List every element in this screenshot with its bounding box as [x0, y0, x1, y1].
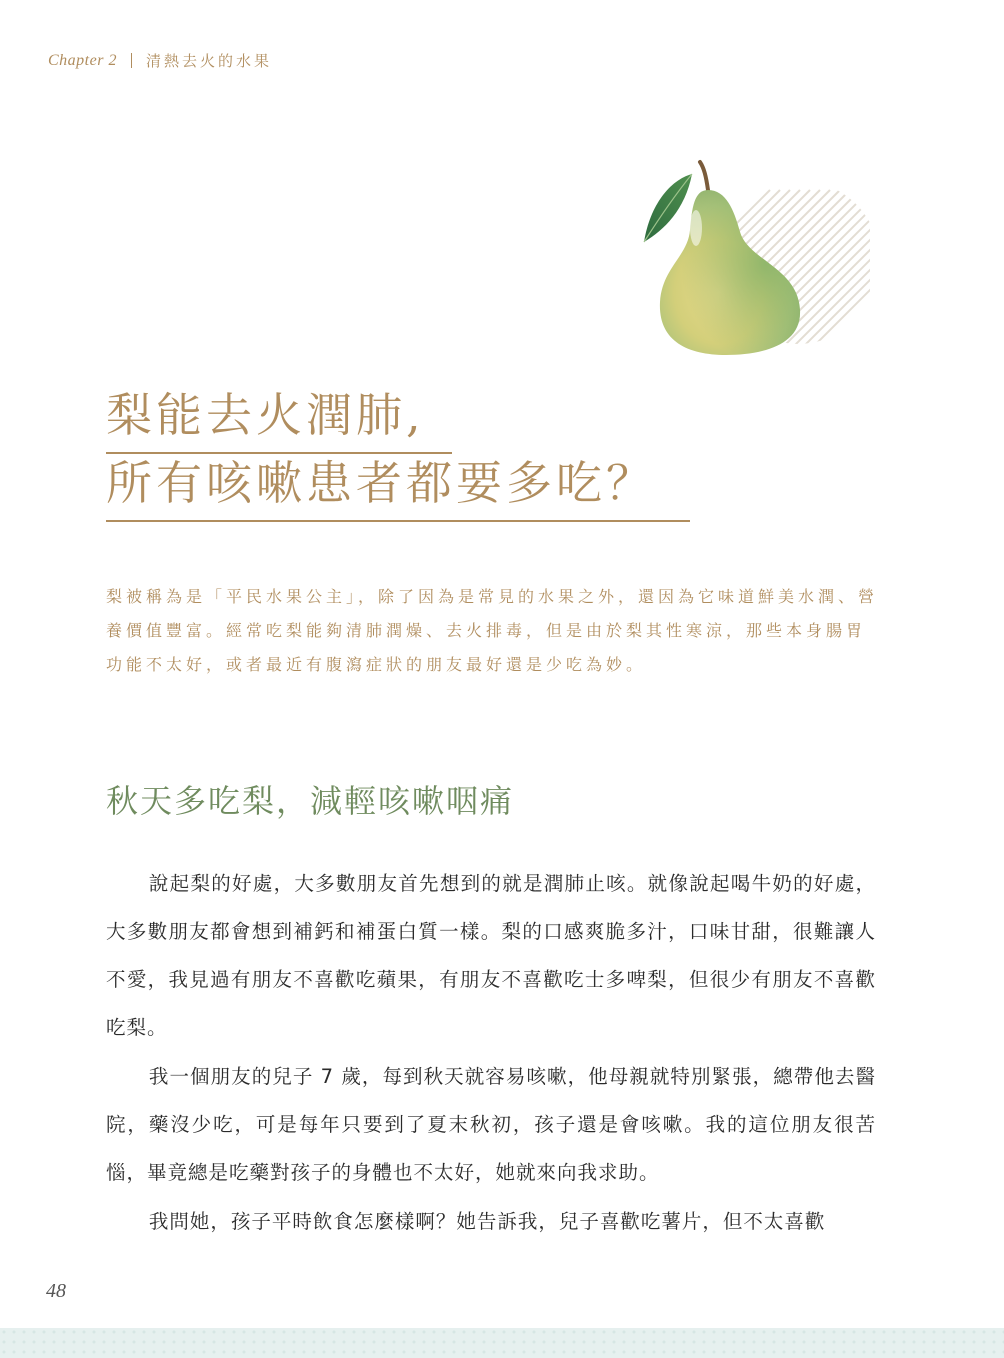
running-head-divider [131, 53, 132, 68]
title-line-1: 梨能去火潤肺, [106, 392, 452, 454]
title-line-2: 所有咳嗽患者都要多吃？ [106, 460, 690, 522]
page-number: 48 [46, 1280, 66, 1302]
body-paragraph: 我一個朋友的兒子 7 歲，每到秋天就容易咳嗽，他母親就特別緊張，總帶他去醫院，藥沒少吃，可是每年只要到了夏末秋初，孩子還是會咳嗽。我的這位朋友很苦惱，畢竟總是吃藥對孩子的身體也不太好，她就來向我求助。 [106, 1065, 876, 1184]
decorative-bottom-band [0, 1328, 1004, 1358]
chapter-label: Chapter 2 [48, 51, 117, 69]
section-label: 清熱去火的水果 [145, 52, 272, 70]
intro-text: 梨被稱為是「平民水果公主」，除了因為是常見的水果之外，還因為它味道鮮美水潤、營養價值豐富。經常吃梨能夠清肺潤燥、去火排毒，但是由於梨其性寒涼，那些本身腸胃功能不太好，或者最近有腹瀉症狀的朋友最好還是少吃為妙。 [106, 587, 879, 674]
intro-paragraph [106, 580, 884, 682]
running-head [48, 50, 272, 71]
section-subheading: 秋天多吃梨，減輕咳嗽咽痛 [106, 782, 515, 820]
body-paragraph: 說起梨的好處，大多數朋友首先想到的就是潤肺止咳。就像說起喝牛奶的好處，大多數朋友都會想到補鈣和補蛋白質一樣。梨的口感爽脆多汁，口味甘甜，很難讓人不愛，我見過有朋友不喜歡吃蘋果，有朋友不喜歡吃士多啤梨，但很少有朋友不喜歡吃梨。 [106, 872, 876, 1039]
pear-illustration [630, 150, 870, 360]
pear-watercolor-icon [630, 150, 870, 360]
body-paragraph: 我問她，孩子平時飲食怎麼樣啊？她告訴我，兒子喜歡吃薯片，但不太喜歡 [148, 1210, 826, 1233]
body-text [106, 860, 876, 1247]
